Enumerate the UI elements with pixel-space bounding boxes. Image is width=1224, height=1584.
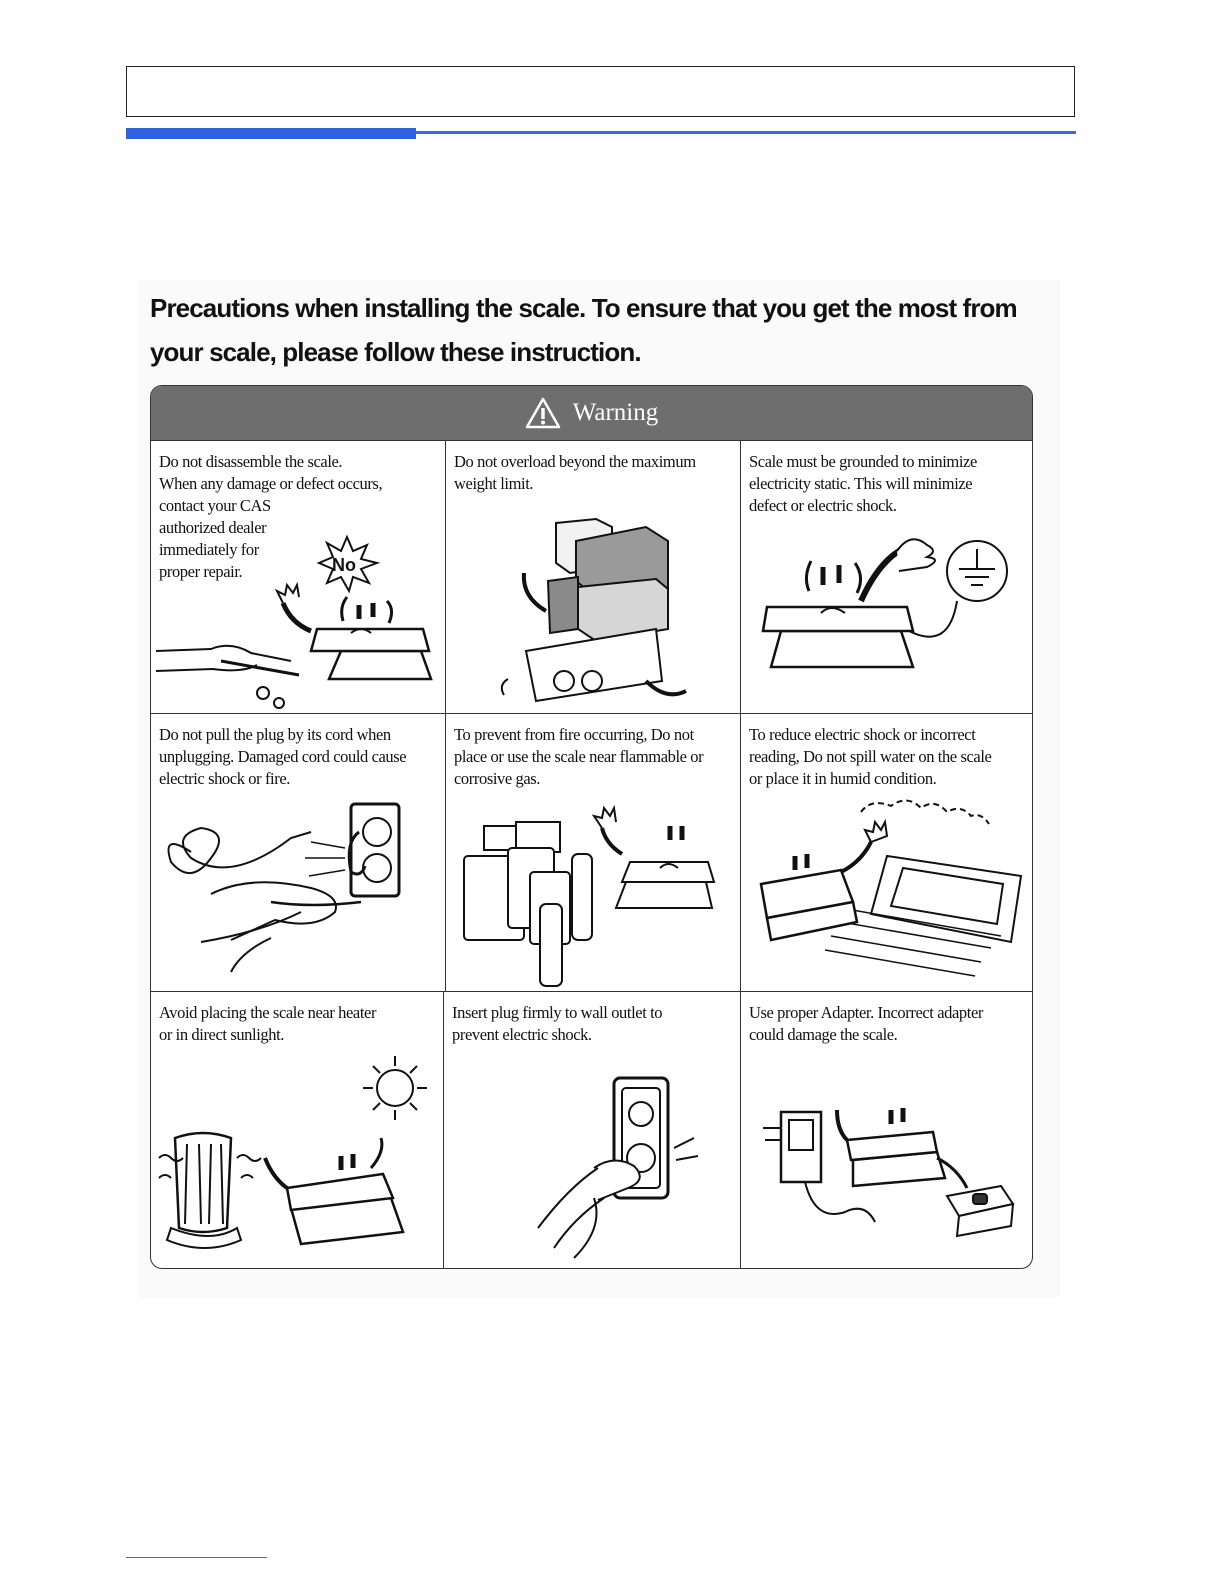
heater-sunlight-illustration	[151, 1048, 444, 1268]
insert-plug-illustration	[444, 1048, 741, 1268]
overload-scale-illustration	[446, 511, 741, 711]
precaution-cell-humidity	[741, 714, 1033, 992]
precaution-text: Do not pull the plug by its cord when unplugging. Damaged cord could cause electric shock or fire.	[159, 725, 407, 788]
footer-rule	[126, 1557, 267, 1558]
precaution-cell-heater-sunlight	[151, 992, 444, 1269]
precaution-cell-plug-cord	[151, 714, 446, 992]
warning-table	[150, 385, 1033, 1269]
page-heading: Precautions when installing the scale. To ensure that you get the most from your scale, please follow these instruction.	[150, 293, 1017, 367]
warning-header	[151, 386, 1032, 441]
pull-plug-illustration	[151, 792, 446, 992]
header-rule-accent	[126, 128, 416, 139]
precaution-text: Avoid placing the scale near heater or in direct sunlight.	[159, 1003, 377, 1044]
disassemble-scale-illustration	[151, 511, 446, 711]
flammable-gas-illustration	[446, 792, 741, 992]
precaution-text: Do not overload beyond the maximum weight limit.	[454, 452, 696, 493]
precaution-cell-adapter	[741, 992, 1033, 1269]
precaution-text: Do not disassemble the scale. When any damage or defect occurs, contact your CAS authorized dealer immediately for proper repair.	[159, 452, 383, 581]
precaution-cell-grounding	[741, 441, 1033, 714]
precaution-text: Use proper Adapter. Incorrect adapter could damage the scale.	[749, 1003, 983, 1044]
grounding-scale-illustration	[741, 511, 1033, 711]
precaution-cell-disassemble	[151, 441, 446, 714]
warning-title: Warning	[572, 399, 659, 426]
no-badge-text: No	[332, 555, 356, 575]
warning-triangle-icon	[525, 397, 561, 429]
precaution-cell-insert-plug	[444, 992, 741, 1269]
precaution-cell-overload	[446, 441, 741, 714]
precaution-text: Insert plug firmly to wall outlet to prevent electric shock.	[452, 1003, 663, 1044]
adapter-illustration	[741, 1048, 1033, 1268]
precaution-text: To prevent from fire occurring, Do not place or use the scale near flammable or corrosive gas.	[454, 725, 704, 788]
precaution-text: Scale must be grounded to minimize electricity static. This will minimize defect or electric shock.	[749, 452, 977, 515]
precaution-text: To reduce electric shock or incorrect reading, Do not spill water on the scale or place it in humid condition.	[749, 725, 992, 788]
header-box	[126, 66, 1075, 117]
humidity-illustration	[741, 792, 1033, 992]
precaution-cell-flammable-gas	[446, 714, 741, 992]
